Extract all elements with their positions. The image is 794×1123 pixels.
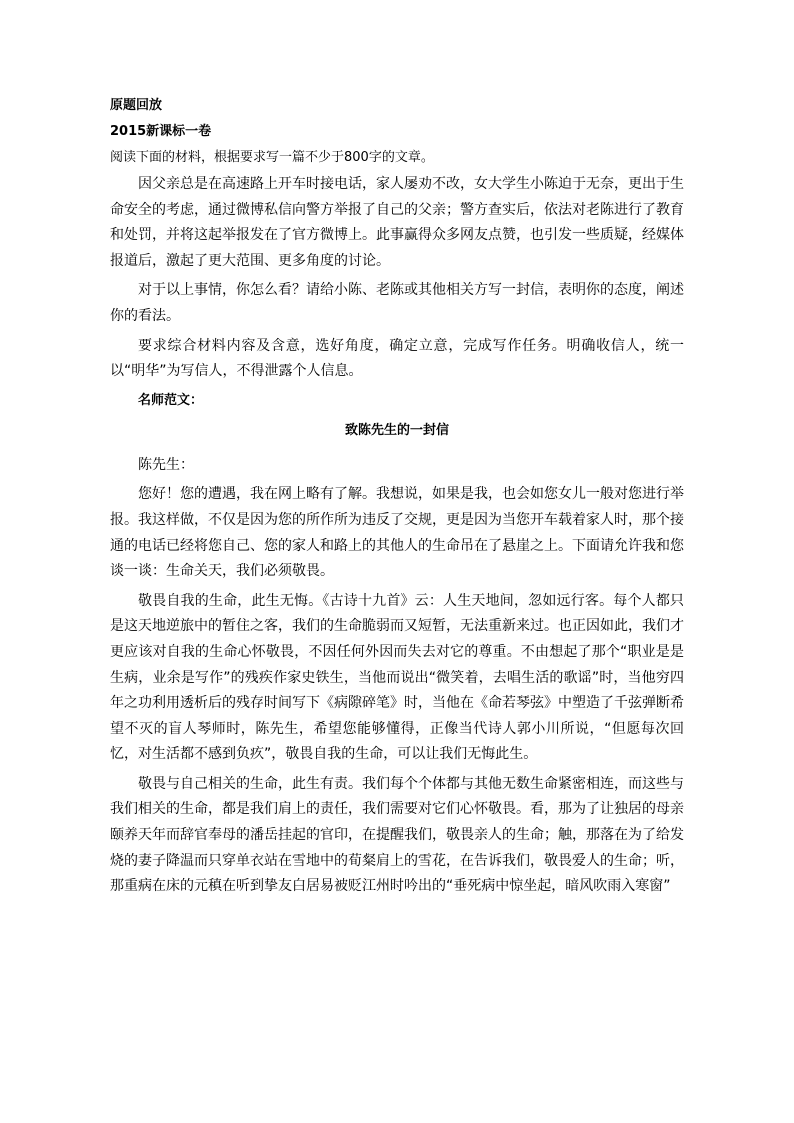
requirement-paragraph: 要求综合材料内容及含意，选好角度，确定立意，完成写作任务。明确收信人，统一以“明华”为写信人，不得泄露个人信息。 (110, 337, 684, 380)
section-title: 原题回放 (110, 98, 163, 113)
instruction-text: 阅读下面的材料，根据要求写一篇不少于800字的文章。 (110, 150, 434, 165)
document-page (110, 96, 684, 904)
question-paragraph: 对于以上事情，你怎么看？请给小陈、老陈或其他相关方写一封信，表明你的态度，阐述你的看法。 (110, 282, 684, 324)
letter-greeting: 陈先生： (138, 456, 194, 473)
letter-paragraph: 敬畏自我的生命，此生无悔。《古诗十九首》云：人生天地间，忽如远行客。每个人都只是这天地逆旅中的暂住之客，我们的生命脆弱而又短暂，无法重新来过。也正因如此，我们才更应该对自我的生命心怀敬畏，不因任何外因而失去对它的尊重。不由想起了那个“职业是是生病，业余是写作”的残疾作家史铁生，当他而说出“微笑着，去唱生活的歌谣”时，当他穷四年之功利用透析后的残存时间写下《病隙碎笔》时，当他在《命若琴弦》中塑造了千弦弹断希望不灭的盲人琴师时，陈先生，希望您能够懂得，正像当代诗人郭小川所说，“但愿每次回忆，对生活都不感到负疚”，敬畏自我的生命，可以让我们无悔此生。 (110, 592, 684, 763)
letter-title: 致陈先生的一封信 (344, 422, 449, 438)
exam-title: 2015新课标一卷 (110, 124, 212, 139)
sample-essay-label: 名师范文： (138, 392, 204, 408)
letter-paragraph: 敬畏与自己相关的生命，此生有责。我们每个个体都与其他无数生命紧密相连，而这些与我们相关的生命，都是我们肩上的责任，我们需要对它们心怀敬畏。看，那为了让独居的母亲颐养天年而辞官奉母的潘岳挂起的官印，在提醒我们，敬畏亲人的生命；触，那落在为了给发烧的妻子降温而只穿单衣站在雪地中的荀粲肩上的雪花，在告诉我们，敬畏爱人的生命；听，那重病在床的元稹在听到挚友白居易被贬江州时吟出的“垂死病中惊坐起，暗风吹雨入寒窗” (110, 775, 684, 895)
material-paragraph: 因父亲总是在高速路上开车时接电话，家人屡劝不改，女大学生小陈迫于无奈，更出于生命安全的考虑，通过微博私信向警方举报了自己的父亲；警方查实后，依法对老陈进行了教育和处罚，并将这起举报发在了官方微博上。此事赢得众多网友点赞，也引发一些质疑，经媒体报道后，激起了更大范围、更多角度的讨论。 (110, 176, 684, 269)
letter-paragraph: 您好！您的遭遇，我在网上略有了解。我想说，如果是我，也会如您女儿一般对您进行举报。我这样做，不仅是因为您的所作所为违反了交规，更是因为当您开车载着家人时，那个接通的电话已经将您自己、您的家人和路上的其他人的生命吊在了悬崖之上。下面请允许我和您谈一谈：生命关天，我们必须敬畏。 (110, 486, 684, 580)
